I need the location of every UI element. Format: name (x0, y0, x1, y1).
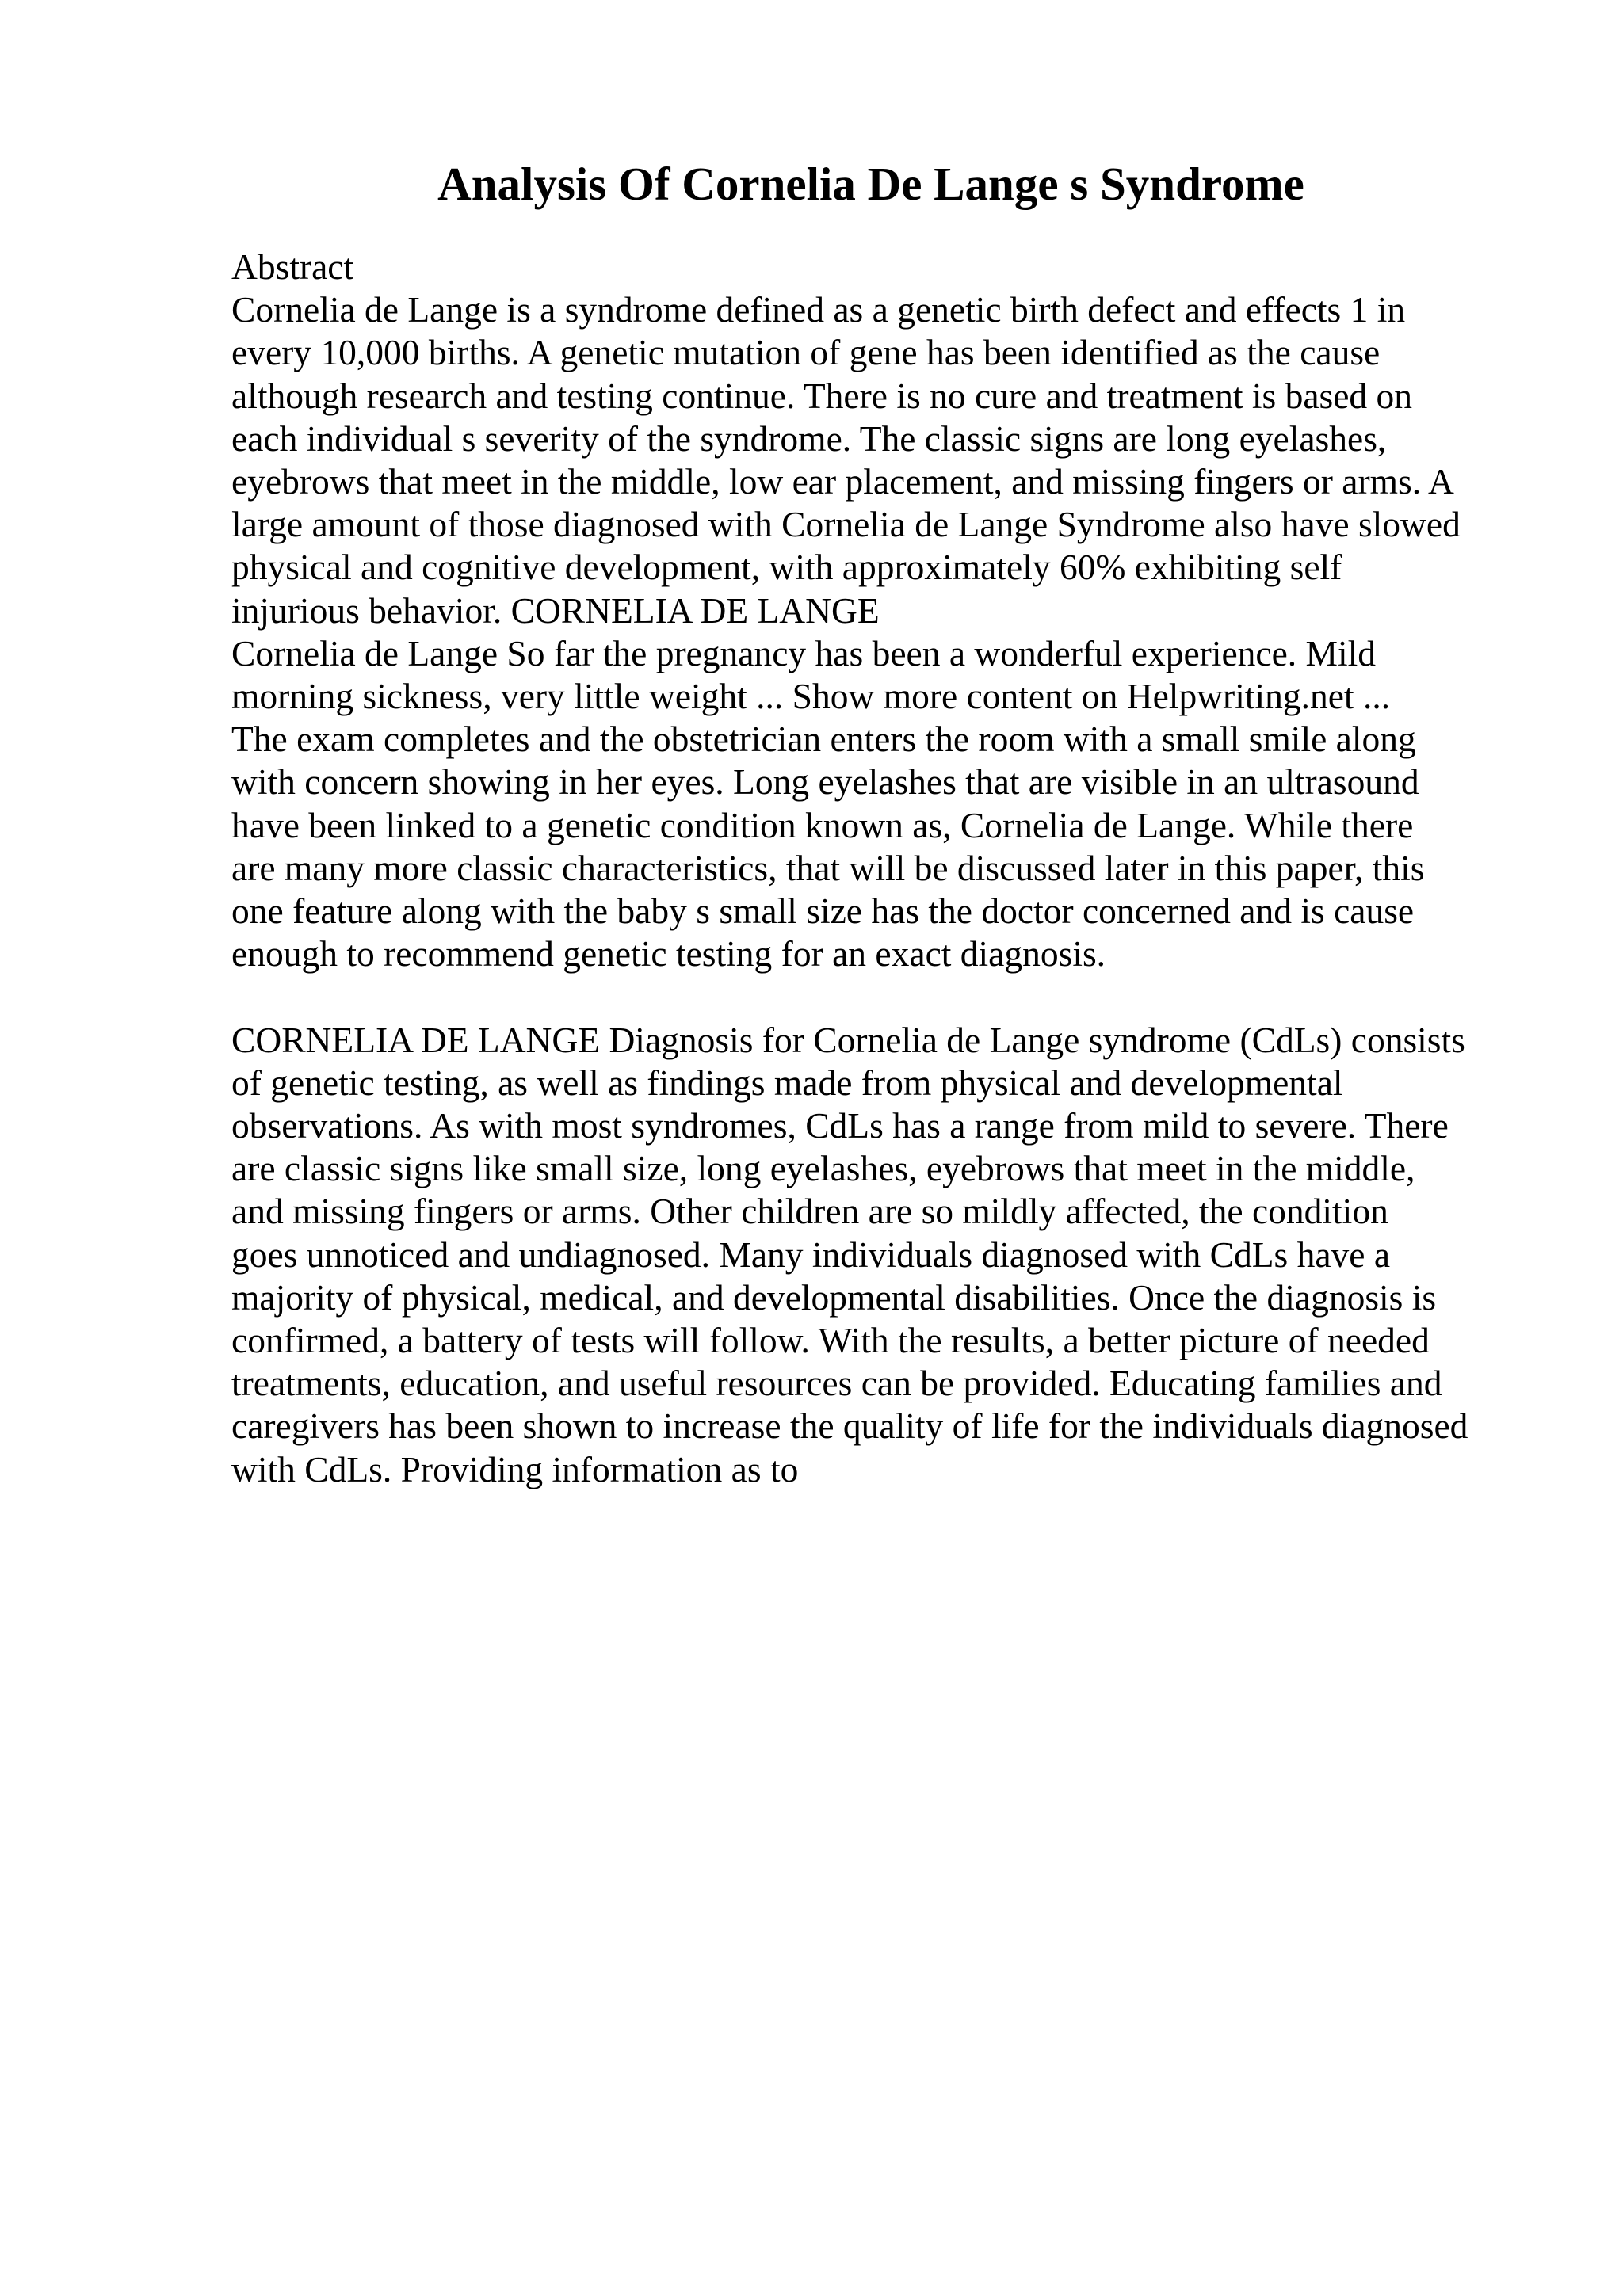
text-line: are classic signs like small size, long eyelashes, eyebrows that meet in the middle, (231, 1148, 1415, 1189)
text-line: confirmed, a battery of tests will follow. With the results, a better picture of needed (231, 1320, 1430, 1361)
text-line: have been linked to a genetic condition known as, Cornelia de Lange. While there (231, 804, 1414, 845)
text-line: physical and cognitive development, with approximately 60% exhibiting self (231, 547, 1342, 588)
text-line: are many more classic characteristics, that will be discussed later in this paper, this (231, 847, 1425, 888)
text-line: majority of physical, medical, and developmental disabilities. Once the diagnosis is (231, 1276, 1437, 1318)
paragraph-gap (231, 975, 1594, 1018)
document-title: Analysis Of Cornelia De Lange s Syndrome (437, 158, 1304, 210)
text-line: observations. As with most syndromes, CdLs has a range from mild to severe. There (231, 1105, 1449, 1146)
text-line: large amount of those diagnosed with Cornelia de Lange Syndrome also have slowed (231, 504, 1461, 545)
text-line: treatments, education, and useful resources can be provided. Educating families and (231, 1363, 1442, 1404)
text-line: caregivers has been shown to increase the quality of life for the individuals diagnosed (231, 1405, 1468, 1447)
document-body (231, 246, 1594, 1491)
text-line: one feature along with the baby s small size has the doctor concerned and is cause (231, 891, 1415, 932)
text-line: Cornelia de Lange So far the pregnancy has been a wonderful experience. Mild (231, 632, 1377, 673)
text-line: every 10,000 births. A genetic mutation of gene has been identified as the cause (231, 332, 1381, 373)
text-line: enough to recommend genetic testing for an exact diagnosis. (231, 933, 1106, 974)
text-line: although research and testing continue. There is no cure and treatment is based on (231, 375, 1413, 416)
text-line: eyebrows that meet in the middle, low ear placement, and missing fingers or arms. A (231, 461, 1454, 502)
text-line: injurious behavior. CORNELIA DE LANGE (231, 589, 880, 631)
text-line: Abstract (231, 246, 354, 287)
text-line: each individual s severity of the syndrome. The classic signs are long eyelashes, (231, 418, 1387, 459)
text-line: with CdLs. Providing information as to (231, 1448, 799, 1489)
text-line: of genetic testing, as well as findings made from physical and developmental (231, 1062, 1343, 1103)
text-line: and missing fingers or arms. Other children are so mildly affected, the condition (231, 1191, 1388, 1232)
text-line: morning sickness, very little weight ... Show more content on Helpwriting.net ... (231, 676, 1391, 717)
text-line: Cornelia de Lange is a syndrome defined as a genetic birth defect and effects 1 in (231, 289, 1406, 330)
text-line: CORNELIA DE LANGE Diagnosis for Cornelia de Lange syndrome (CdLs) consists (231, 1019, 1465, 1060)
text-line: with concern showing in her eyes. Long eyelashes that are visible in an ultrasound (231, 761, 1419, 803)
text-line: goes unnoticed and undiagnosed. Many individuals diagnosed with CdLs have a (231, 1234, 1391, 1275)
text-line: The exam completes and the obstetrician enters the room with a small smile along (231, 719, 1416, 760)
